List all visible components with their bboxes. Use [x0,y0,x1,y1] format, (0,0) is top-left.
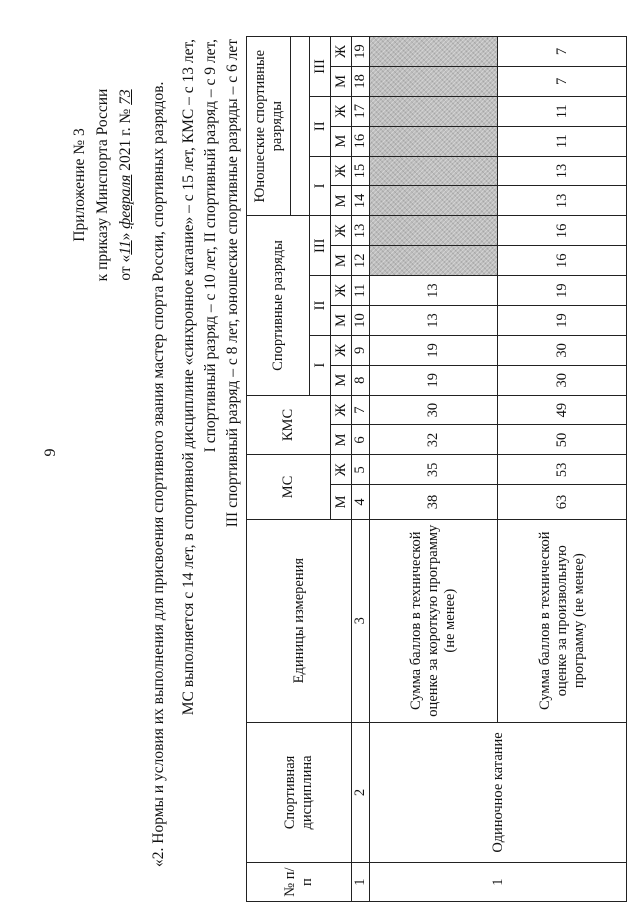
date-year: 2021 г. № [117,104,134,175]
cell-rank3-female: 16 [498,216,627,246]
appendix-title: Приложение № 3 [71,128,88,242]
cell-rank1-female: 19 [370,335,498,365]
header-male: М [331,66,352,96]
header-youth-rank-I: I [310,156,331,216]
cell-rank1-female: 30 [498,335,627,365]
cell-rank1-male: 19 [370,365,498,395]
header-youth-ranks: Юношеские спортивные разряды [247,37,291,216]
header-youth-rank-II: II [310,96,331,156]
header-female: Ж [331,335,352,365]
header-female: Ж [331,216,352,246]
header-rank-III: III [310,216,331,276]
col-number: 14 [352,186,370,216]
order-number: 73 [117,89,134,105]
cell-kms-male: 50 [498,425,627,455]
cell-youth1-male: 13 [498,186,627,216]
row-num: 1 [370,863,627,902]
col-number: 18 [352,66,370,96]
col-number: 12 [352,246,370,276]
header-kms: КМС [247,395,331,455]
cell-youth2-female: 11 [498,96,627,126]
cell-ms-female: 53 [498,455,627,485]
shaded-cell [370,37,498,67]
cell-youth3-male: 7 [498,66,627,96]
col-number: 16 [352,126,370,156]
shaded-cell [370,156,498,186]
header-ms: МС [247,455,331,519]
cell-kms-male: 32 [370,425,498,455]
cell-ms-female: 35 [370,455,498,485]
header-discipline: Спортивная дисциплина [247,722,352,862]
header-male: М [331,246,352,276]
header-male: М [331,365,352,395]
date-separator: » [117,228,134,241]
cell-rank1-male: 30 [498,365,627,395]
col-number: 8 [352,365,370,395]
shaded-cell [370,186,498,216]
cell-rank3-male: 16 [498,246,627,276]
section-title: «2. Нормы и условия их выполнения для присвоения спортивного звания мастер спорта России, спортивных разрядов. [150,81,167,867]
date-day: 11 [117,240,134,255]
col-number: 5 [352,455,370,485]
col-number: 4 [352,485,370,519]
header-units: Единицы измерения [247,519,352,722]
header-youth-ranks-spacer [291,37,310,216]
cell-ms-male: 63 [498,485,627,519]
col-number: 2 [352,722,370,862]
shaded-cell [370,66,498,96]
header-youth-rank-III: III [310,37,331,97]
row-units: Сумма баллов в технической оценке за произвольную программу (не менее) [498,519,627,722]
header-sport-ranks: Спортивные разряды [247,216,310,395]
header-male: М [331,126,352,156]
shaded-cell [370,246,498,276]
date-month: февраля [117,174,134,229]
date-prefix: от « [117,254,134,281]
header-female: Ж [331,37,352,67]
header-female: Ж [331,395,352,425]
header-male: М [331,425,352,455]
row-units: Сумма баллов в технической оценке за короткую программу (не менее) [370,519,498,722]
col-number: 11 [352,276,370,306]
age-conditions [178,39,244,905]
cell-youth3-female: 7 [498,37,627,67]
condition-line: МС выполняется с 14 лет, в спортивной дисциплине «синхронное катание» – с 15 лет, КМС – с 13 лет, [180,39,197,716]
appendix-date-line [114,0,137,370]
page-number: 9 [42,448,59,457]
header-male: М [331,306,352,336]
header-female: Ж [331,455,352,485]
cell-rank2-male: 13 [370,306,498,336]
col-number: 9 [352,335,370,365]
row-discipline: Одиночное катание [370,722,627,862]
col-number: 7 [352,395,370,425]
cell-ms-male: 38 [370,485,498,519]
cell-youth1-female: 13 [498,156,627,186]
header-male: М [331,186,352,216]
header-num: № п/п [247,863,352,902]
cell-kms-female: 49 [498,395,627,425]
header-rank-II: II [310,276,331,336]
shaded-cell [370,216,498,246]
col-number: 19 [352,37,370,67]
header-female: Ж [331,276,352,306]
col-number: 1 [352,863,370,902]
cell-rank2-female: 13 [370,276,498,306]
cell-kms-female: 30 [370,395,498,425]
header-female: Ж [331,96,352,126]
col-number: 6 [352,425,370,455]
col-number: 17 [352,96,370,126]
appendix-order: к приказу Минспорта России [94,88,111,282]
condition-line: III спортивный разряд – с 8 лет, юношеские спортивные разряды – с 6 лет [224,39,241,528]
col-number: 3 [352,519,370,722]
cell-youth2-male: 11 [498,126,627,156]
col-number: 15 [352,156,370,186]
condition-line: I спортивный разряд – с 10 лет, II спортивный разряд – с 9 лет, [202,39,219,453]
shaded-cell [370,126,498,156]
col-number: 13 [352,216,370,246]
header-rank-I: I [310,335,331,395]
shaded-cell [370,96,498,126]
cell-rank2-male: 19 [498,306,627,336]
col-number: 10 [352,306,370,336]
header-female: Ж [331,156,352,186]
norms-table [246,36,627,902]
header-male: М [331,485,352,519]
appendix-header [68,0,137,370]
cell-rank2-female: 19 [498,276,627,306]
